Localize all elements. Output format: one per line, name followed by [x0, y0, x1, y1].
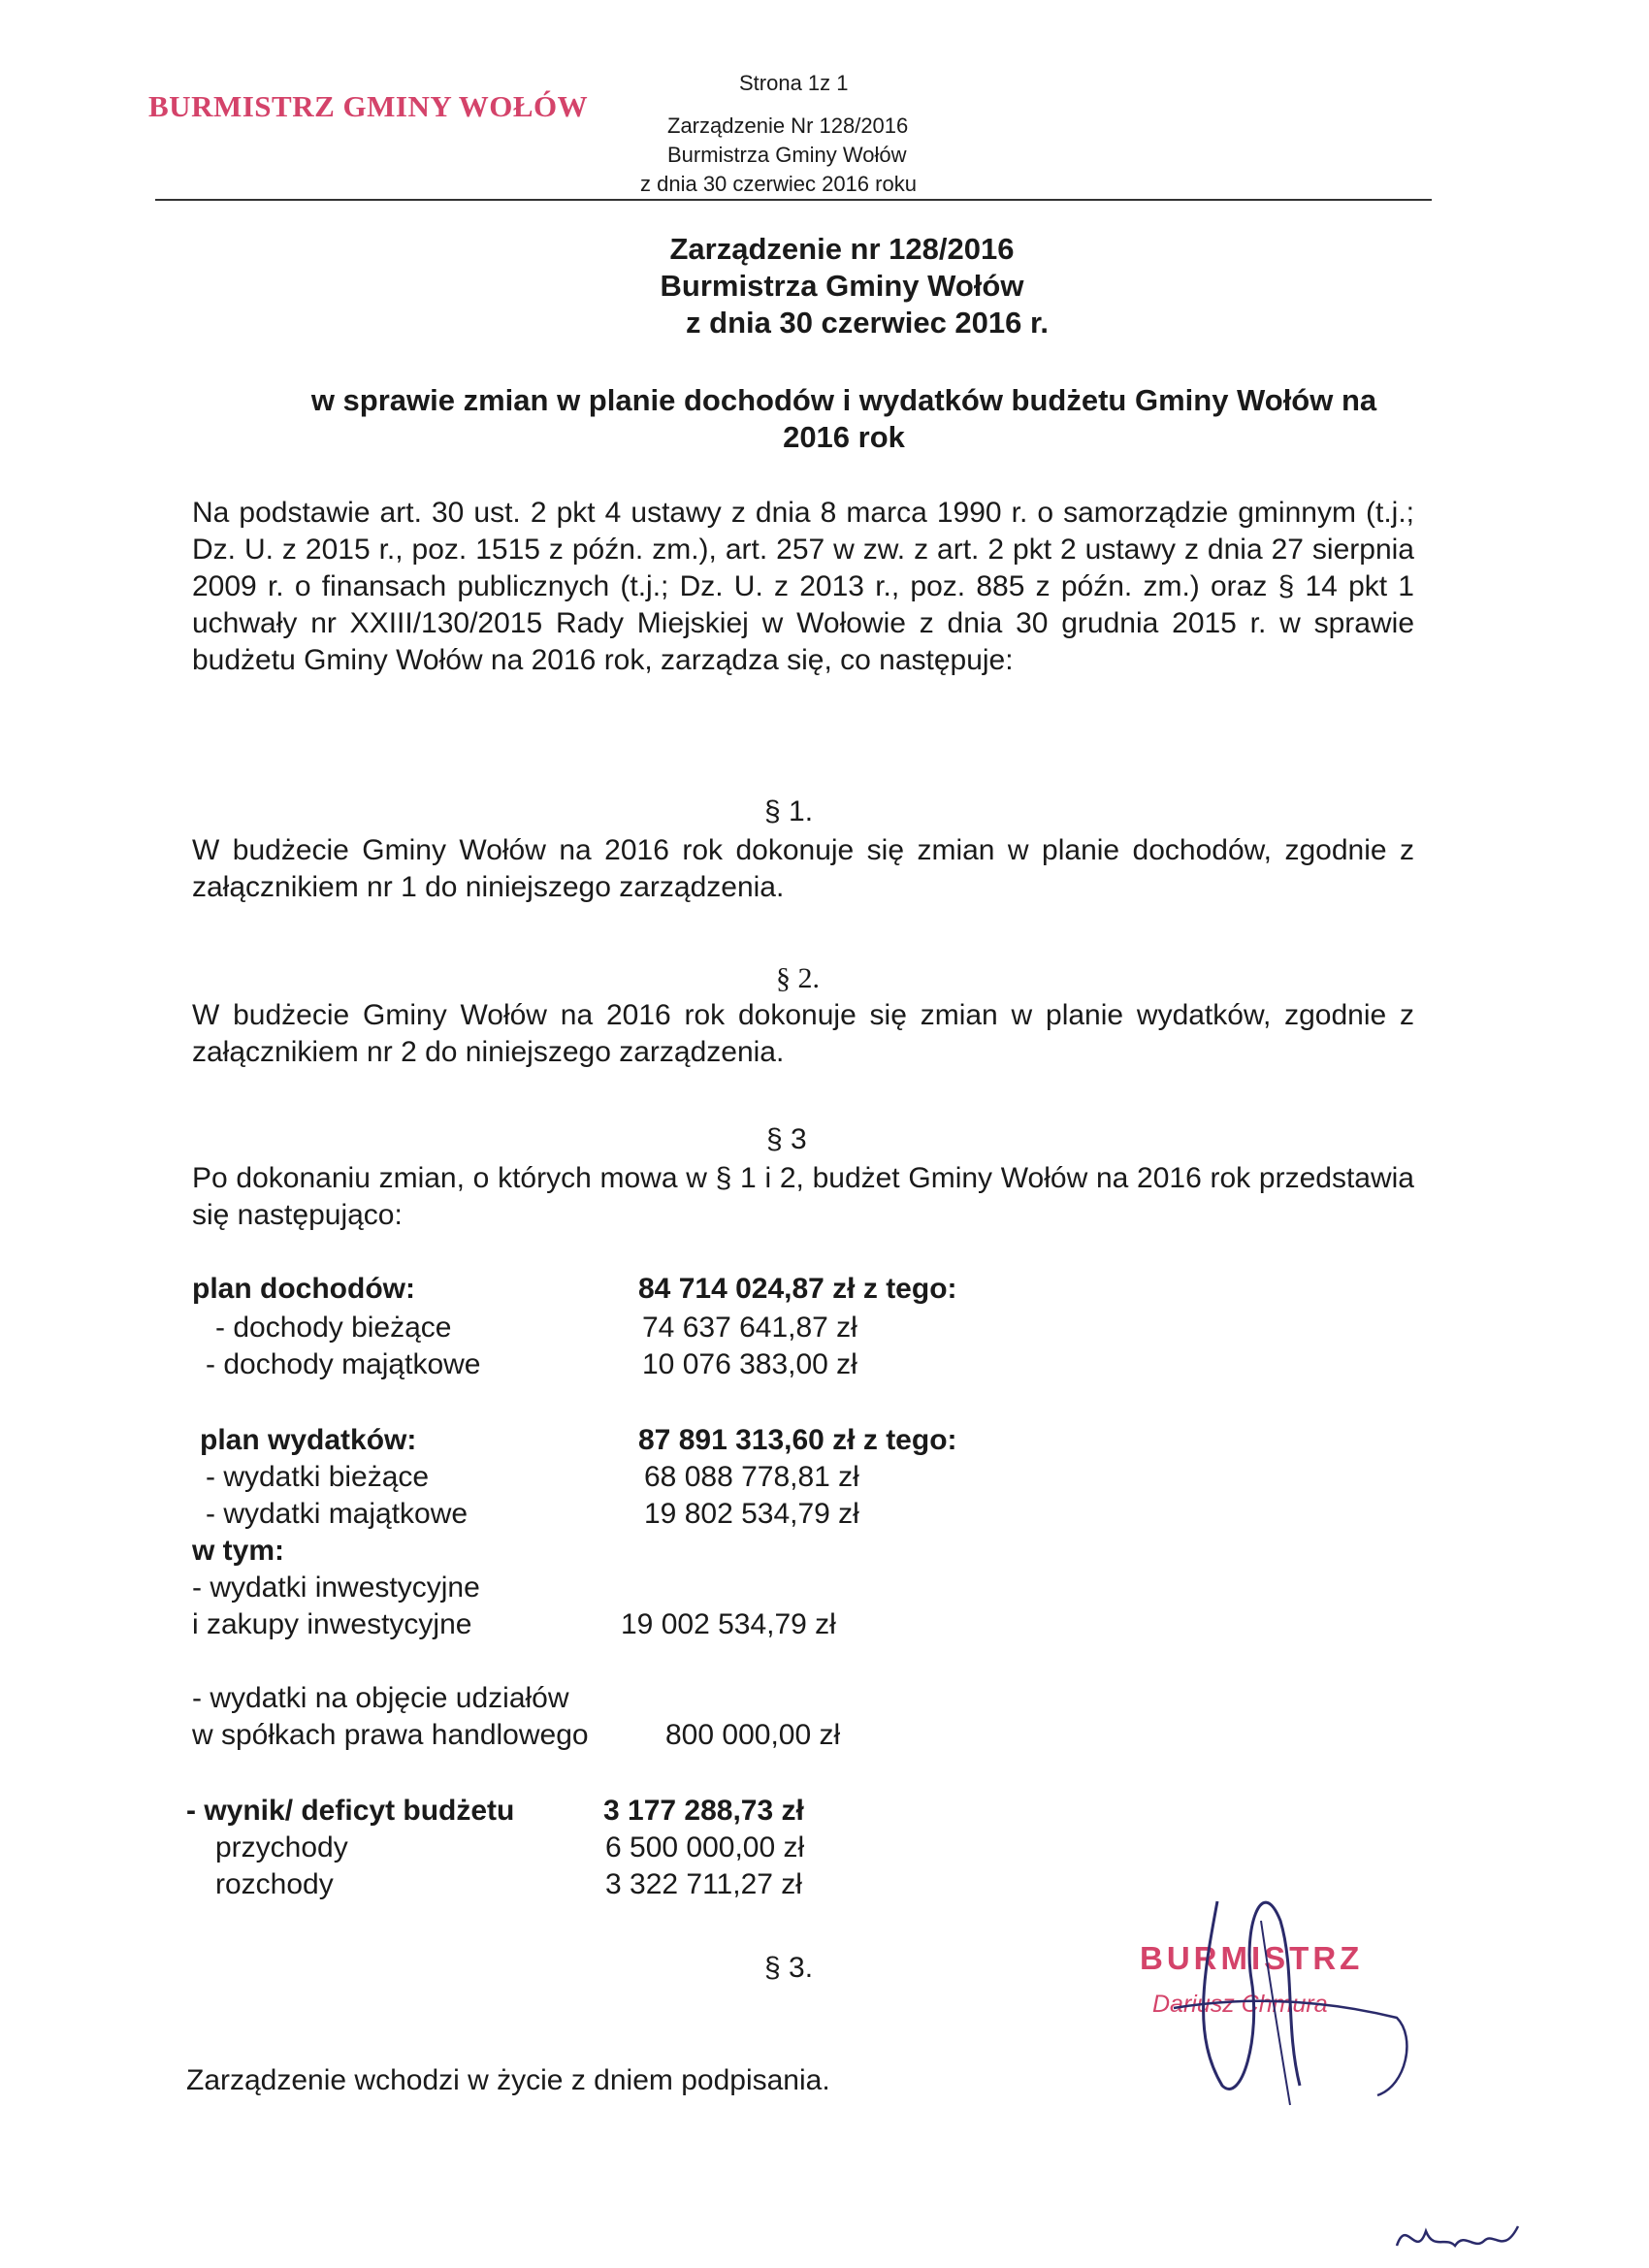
income-asset-value: 10 076 383,00 zł	[642, 1348, 857, 1380]
outflow-label: rozchody	[215, 1868, 334, 1900]
page-number: Strona 1z 1	[739, 71, 849, 95]
doc-subject-1: w sprawie zmian w planie dochodów i wydatków budżetu Gminy Wołów na	[310, 383, 1377, 417]
investment-label-2: i zakupy inwestycyjne	[192, 1608, 472, 1640]
section-3-mark: § 3	[766, 1123, 807, 1155]
section-1-text: W budżecie Gminy Wołów na 2016 rok dokonuje się zmian w planie dochodów, zgodnie z załącznikiem nr 1 do niniejszego zarządzenia.	[192, 834, 1414, 903]
signature-stamp: BURMISTRZ	[1140, 1940, 1364, 1976]
outflow-value: 3 322 711,27 zł	[605, 1868, 802, 1900]
signatory-name: Dariusz Chmura	[1152, 1991, 1328, 2018]
investment-label-1: - wydatki inwestycyjne	[192, 1571, 480, 1604]
doc-title-2: Burmistrza Gminy Wołów	[660, 269, 1024, 303]
section-4-mark: § 3.	[764, 1952, 814, 1984]
expenses-label: plan wydatków:	[200, 1424, 417, 1456]
revenue-label: przychody	[215, 1831, 348, 1863]
header-line-3: z dnia 30 czerwiec 2016 roku	[640, 172, 917, 196]
doc-title-1: Zarządzenie nr 128/2016	[669, 232, 1015, 266]
header-line-1: Zarządzenie Nr 128/2016	[667, 113, 909, 138]
section-1-mark: § 1.	[764, 795, 814, 827]
header-line-2: Burmistrza Gminy Wołów	[667, 143, 907, 167]
deficit-value: 3 177 288,73 zł	[603, 1795, 804, 1827]
header-stamp: BURMISTRZ GMINY WOŁÓW	[148, 89, 589, 123]
expenses-current-value: 68 088 778,81 zł	[644, 1461, 859, 1493]
section-3-text: Po dokonaniu zmian, o których mowa w § 1 i 2, budżet Gminy Wołów na 2016 rok przedstawia się następująco:	[192, 1162, 1414, 1231]
doc-subject-2: 2016 rok	[783, 420, 905, 454]
initials-mark	[1387, 2212, 1533, 2265]
income-asset-label: - dochody majątkowe	[206, 1348, 481, 1380]
shares-label-2: w spółkach prawa handlowego	[192, 1719, 589, 1751]
income-label: plan dochodów:	[192, 1273, 415, 1305]
section-2-mark: § 2.	[776, 962, 820, 994]
handwritten-signature	[1116, 1863, 1445, 2115]
section-2-text: W budżecie Gminy Wołów na 2016 rok dokonuje się zmian w planie wydatków, zgodnie z załącznikiem nr 2 do niniejszego zarządzenia.	[192, 999, 1414, 1068]
shares-value: 800 000,00 zł	[665, 1719, 841, 1751]
shares-label-1: - wydatki na objęcie udziałów	[192, 1682, 569, 1714]
effective-clause: Zarządzenie wchodzi w życie z dniem podpisania.	[186, 2064, 830, 2096]
income-current-value: 74 637 641,87 zł	[642, 1312, 857, 1344]
income-value: 84 714 024,87 zł z tego:	[638, 1273, 957, 1305]
preamble: Na podstawie art. 30 ust. 2 pkt 4 ustawy z dnia 8 marca 1990 r. o samorządzie gminnym (t.j.; Dz. U. z 2015 r., poz. 1515 z późn. zm.), art. 257 w zw. z art. 2 pkt 2 ustawy z dnia 27 sierpnia 2009 r. o finansach publicznych (t.j.; Dz. U. z 2013 r., poz. 885 z późn. zm.) oraz § 14 pkt 1 uchwały nr XXIII/130/2015 Rady Miejskiej w Wołowie z dnia 30 grudnia 2015 r. w sprawie budżetu Gminy Wołów na 2016 rok, zarządza się, co następuje:	[192, 497, 1414, 676]
in-that-label: w tym:	[192, 1535, 285, 1567]
expenses-asset-label: - wydatki majątkowe	[206, 1498, 469, 1530]
investment-value: 19 002 534,79 zł	[621, 1608, 836, 1640]
expenses-asset-value: 19 802 534,79 zł	[644, 1498, 859, 1530]
revenue-value: 6 500 000,00 zł	[605, 1831, 805, 1863]
income-current-label: - dochody bieżące	[215, 1312, 452, 1344]
header-divider	[155, 199, 1432, 201]
expenses-current-label: - wydatki bieżące	[206, 1461, 430, 1493]
deficit-label: - wynik/ deficyt budżetu	[186, 1795, 515, 1827]
expenses-value: 87 891 313,60 zł z tego:	[638, 1424, 957, 1456]
doc-title-3: z dnia 30 czerwiec 2016 r.	[686, 306, 1049, 340]
